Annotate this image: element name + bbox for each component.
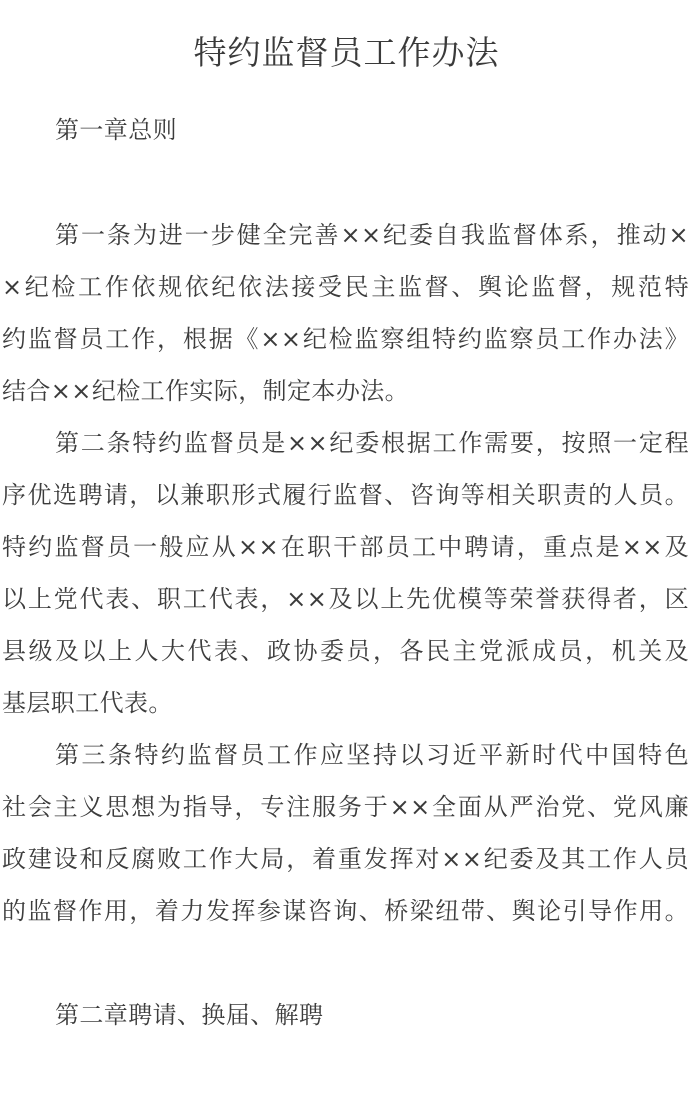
article-2-line-3: 特约监督员一般应从××在职干部员工中聘请，重点是××及 [2, 533, 689, 561]
article-1-line-3: 约监督员工作，根据《××纪检监察组特约监察员工作办法》 [2, 325, 689, 353]
article-1-line-2: ×纪检工作依规依纪依法接受民主监督、舆论监督，规范特 [2, 273, 689, 301]
article-2-line-4: 以上党代表、职工代表，××及以上先优模等荣誉获得者，区 [2, 585, 689, 613]
article-2-line-6: 基层职工代表。 [2, 689, 173, 717]
chapter-heading: 第一章总则 [55, 116, 177, 144]
article-3-line-3: 政建设和反腐败工作大局，着重发挥对××纪委及其工作人员 [2, 845, 689, 873]
article-1-line-4: 结合××纪检工作实际，制定本办法。 [2, 377, 410, 405]
article-2-line-2: 序优选聘请，以兼职形式履行监督、咨询等相关职责的人员。 [2, 481, 689, 509]
document-title: 特约监督员工作办法 [193, 33, 500, 72]
article-3-line-4: 的监督作用，着力发挥参谋咨询、桥梁纽带、舆论引导作用。 [2, 897, 689, 925]
article-1-line-1: 第一条为进一步健全完善××纪委自我监督体系，推动× [55, 221, 689, 249]
article-2-line-5: 县级及以上人大代表、政协委员，各民主党派成员，机关及 [2, 637, 689, 665]
article-3-line-1: 第三条特约监督员工作应坚持以习近平新时代中国特色 [55, 741, 689, 769]
chapter-heading: 第二章聘请、换届、解聘 [55, 1001, 324, 1029]
article-2-line-1: 第二条特约监督员是××纪委根据工作需要，按照一定程 [55, 429, 689, 457]
article-3-line-2: 社会主义思想为指导，专注服务于××全面从严治党、党风廉 [2, 793, 689, 821]
